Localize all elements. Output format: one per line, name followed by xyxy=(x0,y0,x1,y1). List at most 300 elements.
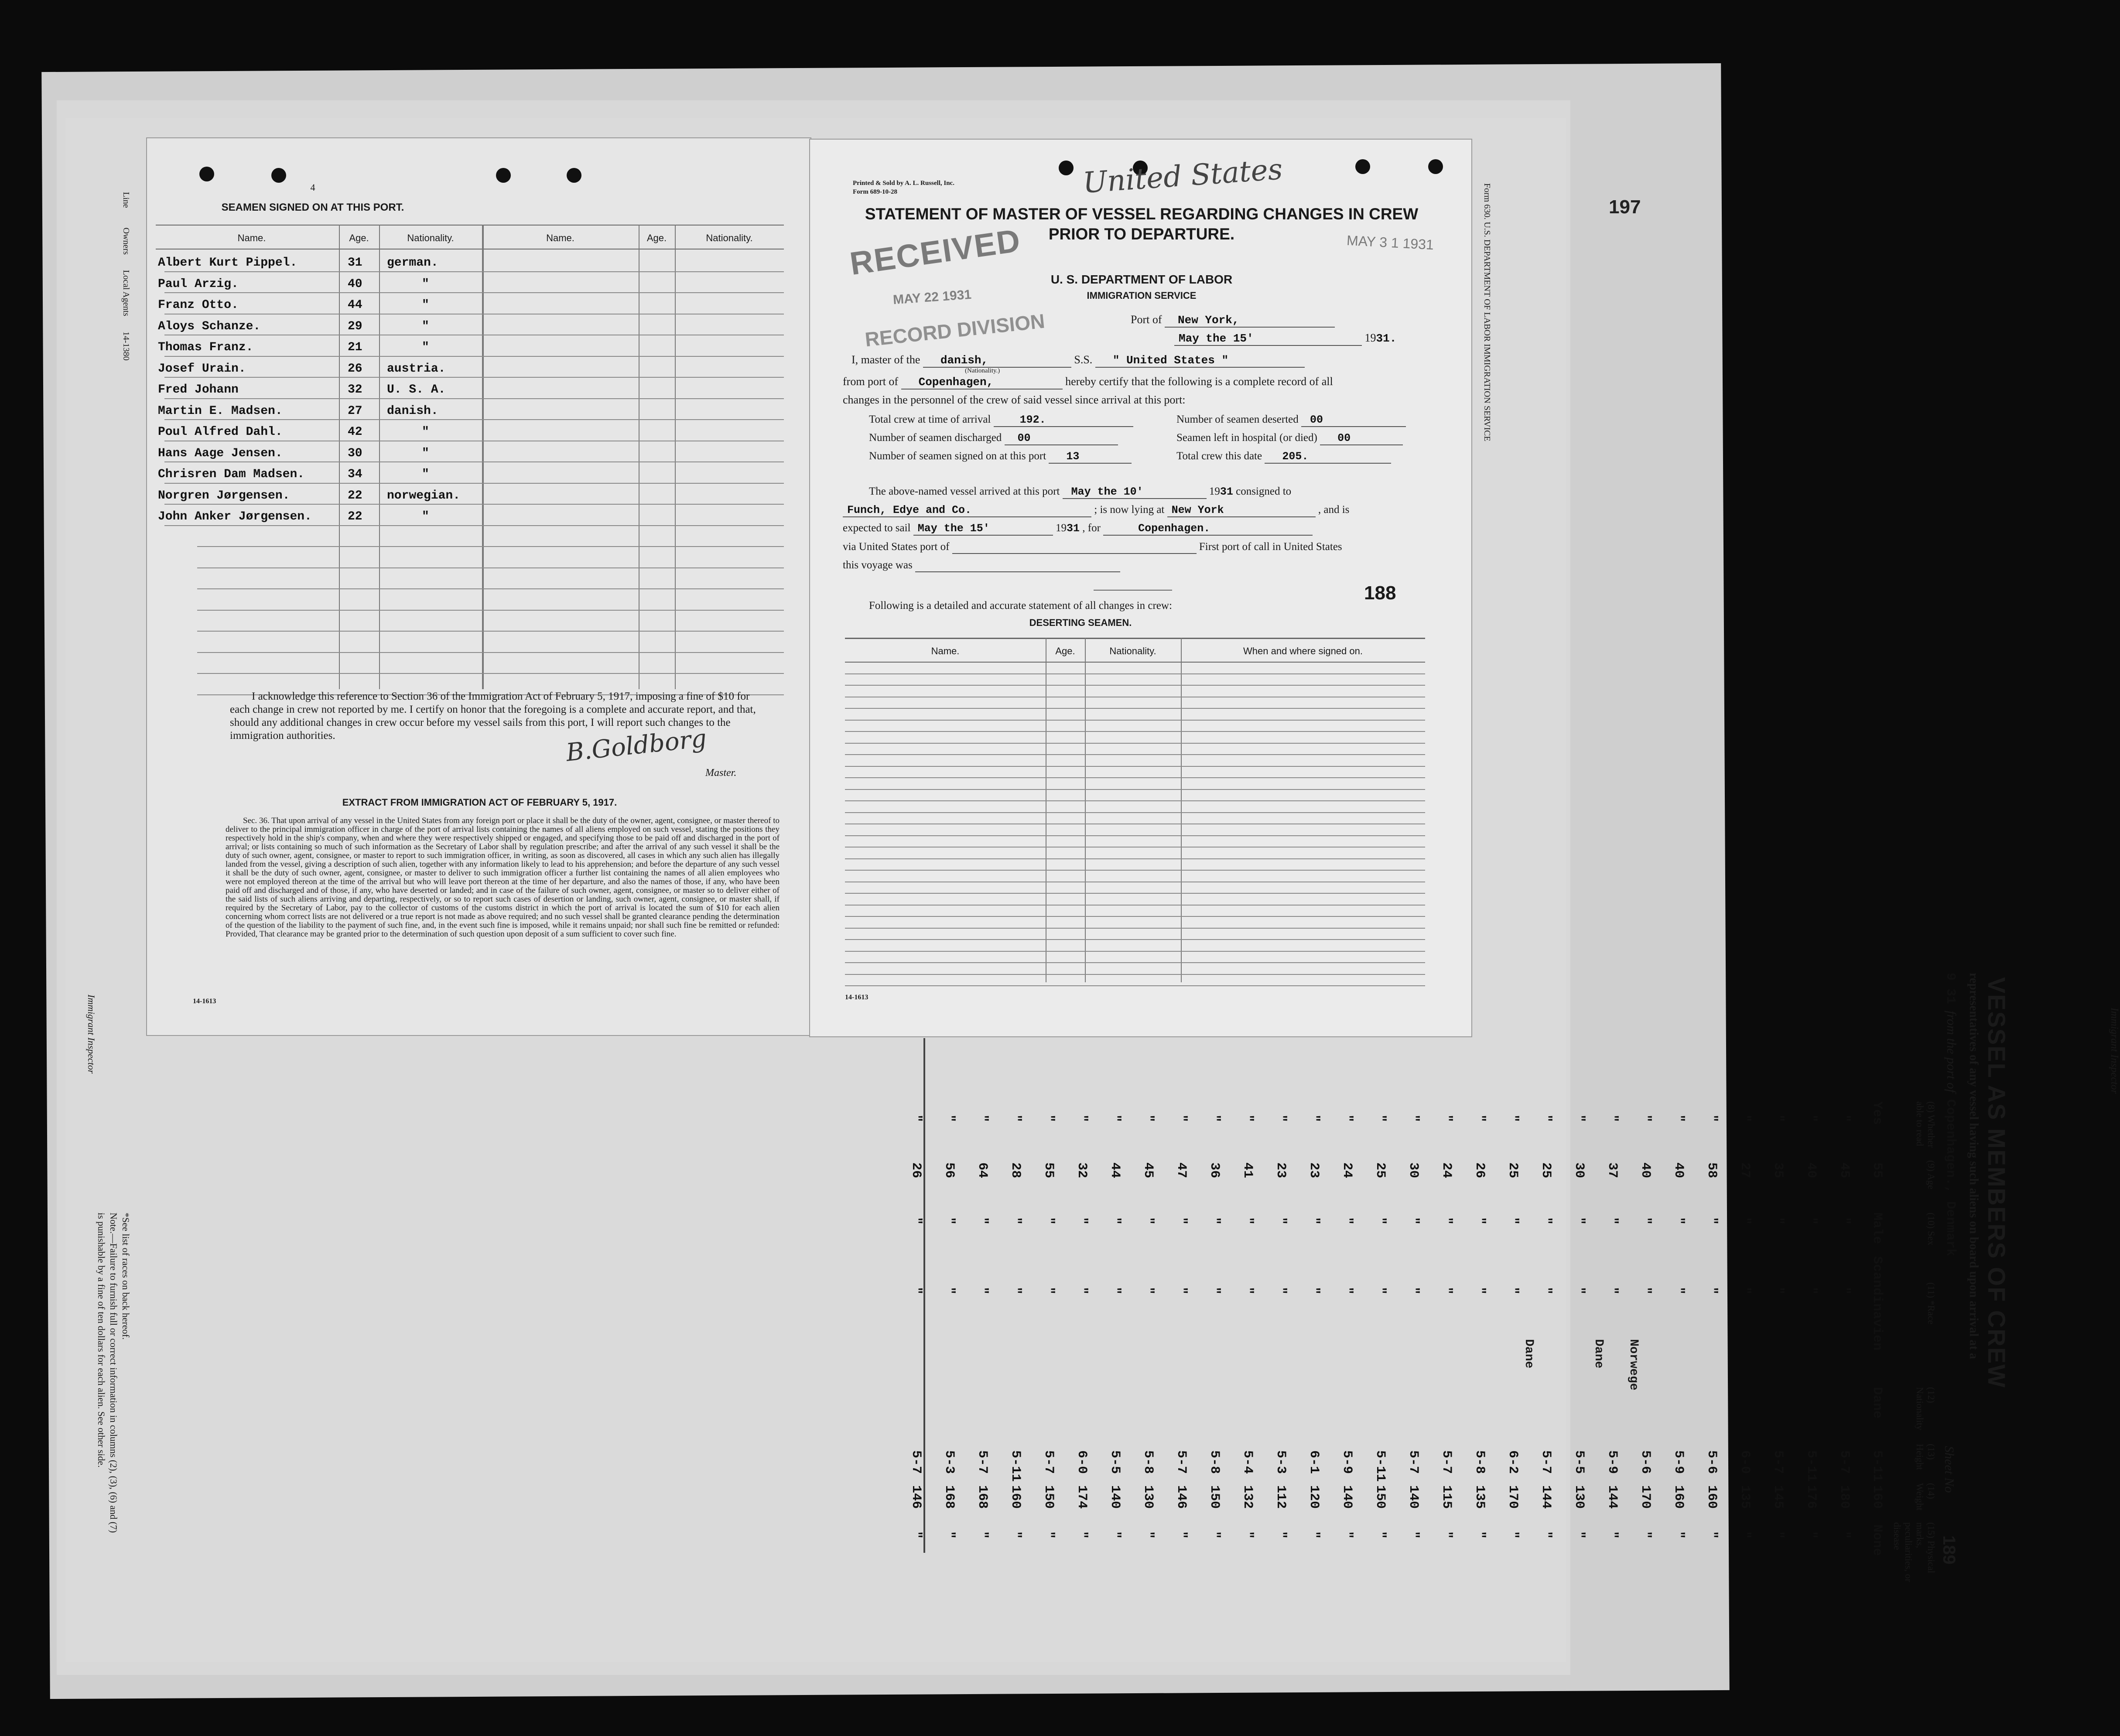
immigrant-inspector-label: Immigrant Inspector xyxy=(86,994,97,1074)
age-cell: 64 xyxy=(975,1162,990,1179)
manifest-first-row: Yes 55 Male Scandinavien Dane 5-11 160 None xyxy=(1870,1101,1884,1556)
age-cell: 26 xyxy=(1472,1162,1487,1179)
ditto-mark: " xyxy=(1207,1114,1222,1123)
statement-title: STATEMENT OF MASTER OF VESSEL REGARDING CHANGES IN CREW xyxy=(865,205,1419,223)
weight-cell: 160 xyxy=(1008,1485,1023,1509)
ditto-mark: " xyxy=(1638,1287,1653,1295)
ditto-mark: " xyxy=(1572,1217,1587,1225)
height-cell: 5-9 xyxy=(1671,1450,1686,1474)
signed-on-row: Number of seamen signed on at this port 13 xyxy=(869,450,1132,464)
ditto-mark: " xyxy=(1572,1287,1587,1295)
ditto-mark: " xyxy=(1771,1531,1785,1539)
age-cell: 32 xyxy=(1074,1162,1089,1179)
age-cell: 25 xyxy=(1505,1162,1520,1179)
seaman-nationality: german. xyxy=(387,256,438,270)
ditto-mark: " xyxy=(1240,1287,1255,1295)
seaman-age: 26 xyxy=(348,362,362,376)
form-number: 14-1613 xyxy=(193,998,216,1005)
acknowledgement: I acknowledge this reference to Section 36 of the Immigration Act of February 5, 1917, imposing a fine of $10 for each change in crew not reported by me. I certify on honor that the foregoing is a complete and accurate report, and that, should any additional changes in crew occur before my vessel sails from this port, I will report such changes to the immigration authorities. xyxy=(230,690,756,742)
ditto-mark: " xyxy=(1008,1531,1023,1539)
age-cell: 45 xyxy=(1141,1162,1156,1179)
table-rule xyxy=(164,271,784,272)
seaman-nationality: " xyxy=(422,425,429,439)
ditto-mark: " xyxy=(1439,1531,1454,1539)
table-rule xyxy=(845,731,1425,732)
weight-cell: 150 xyxy=(1373,1485,1388,1509)
ditto-mark: " xyxy=(909,1287,923,1295)
ditto-mark: " xyxy=(1406,1531,1421,1539)
ditto-mark: " xyxy=(942,1114,957,1123)
seaman-name: Albert Kurt Pippel. xyxy=(158,256,297,270)
age-cell: 26 xyxy=(909,1162,923,1179)
seaman-nationality: austria. xyxy=(387,362,446,376)
table-rule xyxy=(845,985,1425,986)
discharged-row: Number of seamen discharged 00 xyxy=(869,432,1118,445)
ditto-mark: " xyxy=(1572,1114,1587,1123)
height-cell: 5-7 xyxy=(1041,1450,1056,1474)
ditto-mark: " xyxy=(1373,1217,1388,1225)
manifest-heading: VESSEL AS MEMBERS OF CREW xyxy=(1983,977,2011,1388)
form-code: Form 689-10-28 xyxy=(853,188,898,195)
certify-line: changes in the personnel of the crew of said vessel since arrival at this port: xyxy=(843,393,1186,406)
height-cell: 5-6 xyxy=(1638,1450,1653,1474)
ditto-mark: " xyxy=(1505,1287,1520,1295)
age-cell: 58 xyxy=(1704,1162,1719,1179)
ditto-mark: " xyxy=(1737,1217,1752,1225)
weight-cell: 144 xyxy=(1539,1485,1553,1509)
corner-number: 197 xyxy=(1609,196,1641,218)
page-number-188: 188 xyxy=(1364,582,1396,604)
ditto-mark: " xyxy=(1737,1114,1752,1123)
seaman-age: 40 xyxy=(348,277,362,291)
ditto-mark: " xyxy=(1539,1114,1553,1123)
seaman-age: 22 xyxy=(348,489,362,502)
punch-hole xyxy=(567,168,581,183)
seaman-name: Paul Arzig. xyxy=(158,277,239,291)
age-cell: 55 xyxy=(1041,1162,1056,1179)
age-cell: 24 xyxy=(1340,1162,1354,1179)
weight-cell: 132 xyxy=(1240,1485,1255,1509)
ditto-mark: " xyxy=(1771,1114,1785,1123)
seaman-name: Martin E. Madsen. xyxy=(158,404,283,418)
master-signature: B.Goldborg xyxy=(564,724,708,767)
age-cell: 27 xyxy=(1737,1162,1752,1179)
table-rule xyxy=(845,789,1425,790)
weight-cell: 145 xyxy=(1771,1485,1785,1509)
ditto-mark: " xyxy=(909,1531,923,1539)
height-cell: 6-2 xyxy=(1505,1450,1520,1474)
master-line: I, master of the danish, S.S. " United States " xyxy=(851,353,1305,368)
table-rule xyxy=(197,673,784,674)
table-rule xyxy=(845,754,1425,755)
weight-cell: 135 xyxy=(1737,1485,1752,1509)
ditto-mark: " xyxy=(1472,1287,1487,1295)
height-cell: 5-9 xyxy=(1340,1450,1354,1474)
ditto-mark: " xyxy=(1108,1217,1122,1225)
table-rule xyxy=(845,916,1425,917)
table-rule xyxy=(845,673,1425,674)
age-cell: 37 xyxy=(1605,1162,1620,1179)
ditto-mark: " xyxy=(1605,1114,1620,1123)
height-cell: 5-7 xyxy=(1174,1450,1189,1474)
seaman-age: 22 xyxy=(348,510,362,523)
master-label: Master. xyxy=(705,767,737,779)
age-cell: 41 xyxy=(1240,1162,1255,1179)
ditto-mark: " xyxy=(942,1287,957,1295)
ditto-mark: " xyxy=(1505,1114,1520,1123)
ditto-mark: " xyxy=(1207,1217,1222,1225)
ditto-mark: " xyxy=(1008,1114,1023,1123)
left-page xyxy=(146,137,811,1036)
manifest-sub2: 9 31 from the port of Copenhagen., Denmark xyxy=(1943,973,1959,1257)
height-cell: 5-7 xyxy=(1837,1450,1852,1474)
table-rule xyxy=(845,720,1425,721)
ditto-mark: " xyxy=(1439,1217,1454,1225)
weight-cell: 130 xyxy=(1572,1485,1587,1509)
age-cell: 25 xyxy=(1373,1162,1388,1179)
nationality-caption: (Nationality.) xyxy=(965,367,1000,374)
age-cell: 44 xyxy=(1108,1162,1122,1179)
ditto-mark: " xyxy=(942,1217,957,1225)
may-stamp: MAY 3 1 1931 xyxy=(1346,232,1434,253)
form-number-right: 14-1613 xyxy=(845,994,869,1001)
footnotes: *See list of races on back hereof. Note.—Failure to furnish full or correct information in columns (2), (3), (6) and (7) is punishable by a fine of ten dollars for each alien. See other side. xyxy=(96,1213,131,1533)
seaman-age: 34 xyxy=(348,468,362,481)
seaman-nationality: norwegian. xyxy=(387,489,461,502)
ditto-mark: " xyxy=(1704,1531,1719,1539)
ditto-mark: " xyxy=(1572,1531,1587,1539)
age-cell: 28 xyxy=(1008,1162,1023,1179)
seaman-name: Chrisren Dam Madsen. xyxy=(158,468,305,481)
height-cell: 5-7 xyxy=(1771,1450,1785,1474)
punch-hole xyxy=(199,167,214,181)
weight-cell: 146 xyxy=(1174,1485,1189,1509)
ditto-mark: " xyxy=(1472,1531,1487,1539)
ditto-mark: " xyxy=(1273,1531,1288,1539)
height-cell: 6-0 xyxy=(1737,1450,1752,1474)
table-rule xyxy=(197,588,784,589)
ditto-mark: " xyxy=(1074,1217,1089,1225)
ditto-mark: " xyxy=(1108,1531,1122,1539)
height-cell: 5-4 xyxy=(1240,1450,1255,1474)
ditto-mark: " xyxy=(1074,1287,1089,1295)
seamen-title: SEAMEN SIGNED ON AT THIS PORT. xyxy=(221,202,404,213)
height-cell: 5-7 xyxy=(1406,1450,1421,1474)
seaman-age: 44 xyxy=(348,298,362,312)
ditto-mark: " xyxy=(1406,1217,1421,1225)
table-rule xyxy=(164,377,784,378)
table-rule xyxy=(845,974,1425,975)
ditto-mark: " xyxy=(1340,1114,1354,1123)
table-rule xyxy=(845,800,1425,801)
record-division-stamp: RECORD DIVISION xyxy=(864,309,1046,351)
ditto-mark: " xyxy=(909,1114,923,1123)
weight-cell: 140 xyxy=(1340,1485,1354,1509)
nationality-marks: Norwege Dane Dane xyxy=(1522,1339,1640,1391)
weight-cell: 140 xyxy=(1108,1485,1122,1509)
ditto-mark: " xyxy=(1837,1217,1852,1225)
ditto-mark: " xyxy=(1505,1217,1520,1225)
ditto-mark: " xyxy=(1472,1217,1487,1225)
ditto-mark: " xyxy=(1539,1217,1553,1225)
total-crew-row: Total crew at time of arrival 192. xyxy=(869,413,1133,427)
table-rule xyxy=(197,652,784,653)
seaman-nationality: danish. xyxy=(387,404,438,418)
weight-cell: 180 xyxy=(1837,1485,1852,1509)
ditto-mark: " xyxy=(1605,1531,1620,1539)
ditto-mark: " xyxy=(1041,1531,1056,1539)
ditto-mark: " xyxy=(1373,1531,1388,1539)
ditto-mark: " xyxy=(1340,1217,1354,1225)
weight-cell: 170 xyxy=(1505,1485,1520,1509)
ditto-mark: " xyxy=(1108,1114,1122,1123)
ditto-mark: " xyxy=(1306,1217,1321,1225)
seaman-nationality: " xyxy=(422,510,429,523)
ditto-mark: " xyxy=(1273,1114,1288,1123)
age-cell: 30 xyxy=(1406,1162,1421,1179)
ditto-mark: " xyxy=(1207,1287,1222,1295)
age-cell: 35 xyxy=(1771,1162,1785,1179)
weight-cell: 112 xyxy=(1273,1485,1288,1509)
immigrant-inspector: Immigrant Inspector xyxy=(2109,1008,2120,1094)
ditto-mark: " xyxy=(975,1114,990,1123)
right-page xyxy=(809,139,1472,1037)
age-cell: 40 xyxy=(1671,1162,1686,1179)
table-rule xyxy=(845,893,1425,894)
table-rule xyxy=(845,870,1425,871)
seaman-name: Norgren Jørgensen. xyxy=(158,489,290,502)
sail-line: expected to sail May the 15' 1931 , for Copenhagen. xyxy=(843,522,1313,536)
ditto-mark: " xyxy=(1406,1114,1421,1123)
ditto-mark: " xyxy=(1804,1114,1819,1123)
height-cell: 5-8 xyxy=(1141,1450,1156,1474)
ditto-mark: " xyxy=(1704,1217,1719,1225)
table-rule xyxy=(197,631,784,632)
seaman-nationality: " xyxy=(422,468,429,481)
handwritten-vessel: United States xyxy=(1081,152,1284,200)
punch-hole xyxy=(1428,159,1443,174)
ditto-mark: " xyxy=(1306,1287,1321,1295)
punch-hole xyxy=(1355,159,1370,174)
ditto-mark: " xyxy=(1174,1217,1189,1225)
ditto-mark: " xyxy=(1373,1287,1388,1295)
ditto-mark: " xyxy=(1373,1114,1388,1123)
table-rule xyxy=(845,777,1425,778)
ditto-mark: " xyxy=(1306,1114,1321,1123)
seaman-age: 29 xyxy=(348,319,362,333)
height-cell: 5-7 xyxy=(1539,1450,1553,1474)
height-cell: 5-9 xyxy=(1605,1450,1620,1474)
ditto-mark: " xyxy=(1605,1217,1620,1225)
via-line: via United States port of First port of call in United States xyxy=(843,541,1342,554)
ditto-mark: " xyxy=(1505,1531,1520,1539)
ditto-mark: " xyxy=(975,1287,990,1295)
seaman-name: Thomas Franz. xyxy=(158,341,253,354)
ditto-mark: " xyxy=(1439,1287,1454,1295)
ditto-mark: " xyxy=(1671,1217,1686,1225)
ditto-mark: " xyxy=(1837,1114,1852,1123)
ditto-mark: " xyxy=(1008,1217,1023,1225)
ditto-mark: " xyxy=(1704,1287,1719,1295)
height-cell: 5-3 xyxy=(1273,1450,1288,1474)
weight-cell: 144 xyxy=(1605,1485,1620,1509)
deserting-title: DESERTING SEAMEN. xyxy=(1029,617,1132,628)
table-rule xyxy=(164,292,784,293)
ditto-mark: " xyxy=(1804,1217,1819,1225)
age-cell: 47 xyxy=(1174,1162,1189,1179)
ditto-mark: " xyxy=(1406,1287,1421,1295)
ditto-mark: " xyxy=(1041,1287,1056,1295)
height-cell: 5-7 xyxy=(1439,1450,1454,1474)
hospital-row: Seamen left in hospital (or died) 00 xyxy=(1176,432,1403,445)
weight-cell: 160 xyxy=(1704,1485,1719,1509)
deserting-table: Name. Age. Nationality. When and where signed on. xyxy=(845,638,1425,987)
age-cell: 45 xyxy=(1837,1162,1852,1179)
ditto-mark: " xyxy=(1539,1531,1553,1539)
age-cell: 30 xyxy=(1572,1162,1587,1179)
weight-cell: 120 xyxy=(1306,1485,1321,1509)
ditto-mark: " xyxy=(1207,1531,1222,1539)
height-cell: 5-11 xyxy=(1804,1450,1819,1482)
table-rule xyxy=(845,812,1425,813)
ditto-mark: " xyxy=(975,1531,990,1539)
weight-cell: 176 xyxy=(1804,1485,1819,1509)
table-rule xyxy=(845,685,1425,686)
side-labels: Line Owners Local Agents 14-1380 xyxy=(121,192,131,361)
sheet-no-label: Sheet No xyxy=(1942,1446,1956,1493)
table-rule xyxy=(197,567,784,568)
total-date-row: Total crew this date 205. xyxy=(1176,450,1391,464)
seaman-nationality: " xyxy=(422,298,429,312)
table-rule xyxy=(845,939,1425,940)
ditto-mark: " xyxy=(1108,1287,1122,1295)
consignee-line: Funch, Edye and Co. ; is now lying at New York , and is xyxy=(843,504,1349,517)
height-cell: 5-3 xyxy=(942,1450,957,1474)
seaman-name: Josef Urain. xyxy=(158,362,246,376)
seaman-name: Fred Johann xyxy=(158,383,239,396)
ditto-mark: " xyxy=(1240,1217,1255,1225)
ditto-mark: " xyxy=(1737,1287,1752,1295)
punch-hole xyxy=(271,168,286,183)
ditto-mark: " xyxy=(1638,1114,1653,1123)
ditto-mark: " xyxy=(1439,1114,1454,1123)
weight-cell: 146 xyxy=(909,1485,923,1509)
age-cell: 40 xyxy=(1638,1162,1653,1179)
ditto-mark: " xyxy=(1837,1287,1852,1295)
ditto-mark: " xyxy=(1472,1114,1487,1123)
weight-cell: 170 xyxy=(1638,1485,1653,1509)
ditto-mark: " xyxy=(1638,1531,1653,1539)
weight-cell: 115 xyxy=(1439,1485,1454,1509)
punch-hole xyxy=(1059,161,1074,175)
weight-cell: 168 xyxy=(975,1485,990,1509)
seaman-nationality: " xyxy=(422,277,429,291)
height-cell: 5-8 xyxy=(1207,1450,1222,1474)
ditto-mark: " xyxy=(1539,1287,1553,1295)
voyage-line: this voyage was xyxy=(843,559,1120,572)
ditto-mark: " xyxy=(1671,1531,1686,1539)
ditto-mark: " xyxy=(1340,1287,1354,1295)
height-cell: 5-8 xyxy=(1472,1450,1487,1474)
age-cell: 24 xyxy=(1439,1162,1454,1179)
table-rule xyxy=(845,835,1425,836)
table-rule xyxy=(197,546,784,547)
printer: Printed & Sold by A. L. Russell, Inc. xyxy=(853,180,954,187)
table-rule xyxy=(845,766,1425,767)
table-rule xyxy=(845,928,1425,929)
ditto-mark: " xyxy=(1041,1217,1056,1225)
table-rule xyxy=(845,743,1425,744)
ditto-mark: " xyxy=(1041,1114,1056,1123)
page-number: 4 xyxy=(310,182,315,193)
table-rule xyxy=(164,461,784,462)
weight-cell: 168 xyxy=(942,1485,957,1509)
weight-cell: 150 xyxy=(1207,1485,1222,1509)
table-rule xyxy=(164,356,784,357)
ditto-mark: " xyxy=(1273,1217,1288,1225)
port-line: Port of New York, xyxy=(1131,313,1335,328)
department: U. S. DEPARTMENT OF LABOR xyxy=(1050,273,1233,286)
weight-cell: 135 xyxy=(1472,1485,1487,1509)
age-cell: 56 xyxy=(942,1162,957,1179)
ditto-mark: " xyxy=(1737,1531,1752,1539)
manifest-sub1: representatives of any vessel having such aliens on board upon arrival at a xyxy=(1967,973,1980,1359)
weight-cell: 130 xyxy=(1141,1485,1156,1509)
ditto-mark: " xyxy=(1273,1287,1288,1295)
weight-cell: 150 xyxy=(1041,1485,1056,1509)
age-cell: 40 xyxy=(1804,1162,1819,1179)
table-rule xyxy=(845,905,1425,906)
right-margin-form: Form 630. U.S. DEPARTMENT OF LABOR IMMIGRATION SERVICE xyxy=(1482,183,1492,441)
height-cell: 5-5 xyxy=(1108,1450,1122,1474)
ditto-mark: " xyxy=(1306,1531,1321,1539)
height-cell: 5-7 xyxy=(909,1450,923,1474)
from-port-line: from port of Copenhagen, hereby certify that the following is a complete record of all xyxy=(843,375,1333,389)
ditto-mark: " xyxy=(942,1531,957,1539)
following-text: Following is a detailed and accurate statement of all changes in crew: xyxy=(869,600,1172,612)
height-cell: 5-11 xyxy=(1008,1450,1023,1482)
seaman-nationality: " xyxy=(422,341,429,354)
ditto-mark: " xyxy=(1671,1114,1686,1123)
weight-cell: 174 xyxy=(1074,1485,1089,1509)
height-cell: 5-11 xyxy=(1373,1450,1388,1482)
seaman-nationality: " xyxy=(422,319,429,333)
received-date-stamp: MAY 22 1931 xyxy=(892,287,972,308)
table-rule xyxy=(164,419,784,420)
height-cell: 5-5 xyxy=(1572,1450,1587,1474)
ditto-mark: " xyxy=(975,1217,990,1225)
punch-hole xyxy=(496,168,511,183)
manifest-page-number: 189 xyxy=(1939,1535,1959,1565)
ditto-mark: " xyxy=(1174,1287,1189,1295)
ditto-mark: " xyxy=(1174,1531,1189,1539)
ditto-mark: " xyxy=(1141,1531,1156,1539)
ditto-mark: " xyxy=(1141,1114,1156,1123)
arrived-line: The above-named vessel arrived at this port May the 10' 1931 consigned to xyxy=(869,485,1292,498)
ditto-mark: " xyxy=(1008,1287,1023,1295)
ditto-mark: " xyxy=(1771,1287,1785,1295)
ditto-mark: " xyxy=(1771,1217,1785,1225)
ditto-mark: " xyxy=(1240,1531,1255,1539)
height-cell: 6-0 xyxy=(1074,1450,1089,1474)
height-cell: 6-1 xyxy=(1306,1450,1321,1474)
date-line: May the 15' 1931. xyxy=(1174,331,1396,346)
table-rule xyxy=(845,858,1425,859)
service: IMMIGRATION SERVICE xyxy=(1087,290,1197,301)
seamen-table: Name. Age. Nationality. Name. Age. Nationality. Albert Kurt Pippel. 31 german. Paul Arzig. 40 " Franz Otto. 44 " Aloys Schanze. 29 " Thomas Franz. 21 " Josef Urain. 26 austria. Fred Johann 32 U. S. A. Martin E. Madsen. 27 danish. Poul Alfred Dahl. 42 " Hans Aage Jensen. 30 " Chrisren Dam Madsen. 34 " Norgren Jørgensen. 22 norwegian. John Anker Jørgensen. 22 " xyxy=(156,225,793,779)
seaman-age: 30 xyxy=(348,446,362,460)
ditto-mark: " xyxy=(1638,1217,1653,1225)
